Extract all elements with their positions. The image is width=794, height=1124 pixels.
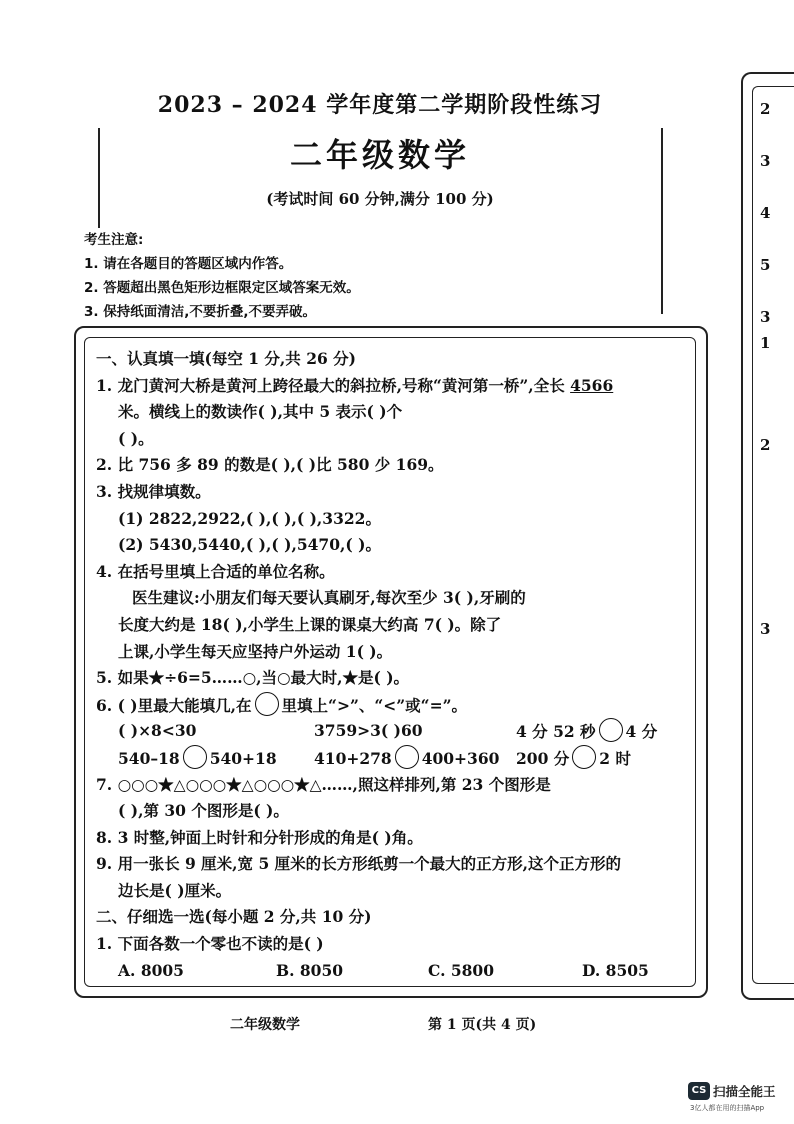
- s2-q1: 1. 下面各数一个零也不读的是( ): [96, 934, 324, 954]
- next-page-fragment: 3: [760, 308, 771, 326]
- q9-line1: 9. 用一张长 9 厘米,宽 5 厘米的长方形纸剪一个最大的正方形,这个正方形的: [96, 854, 622, 874]
- q1-underlined-number: 4566: [570, 375, 614, 395]
- notice-item: 3. 保持纸面清洁,不要折叠,不要弄破。: [84, 304, 316, 320]
- q4-line3: 上课,小学生每天应坚持户外运动 1( )。: [118, 641, 393, 661]
- binding-line-left: [98, 128, 100, 228]
- exam-title: 2023 – 2024 学年度第二学期阶段性练习: [157, 92, 603, 118]
- next-page-fragment: 2: [760, 436, 771, 454]
- compare-circle-icon: [183, 745, 207, 769]
- camscanner-logo-icon: CS: [688, 1082, 710, 1100]
- notice-block: [84, 228, 360, 324]
- q1-line1: 1. 龙门黄河大桥是黄河上跨径最大的斜拉桥,号称“黄河第一桥”,全长 4566: [96, 375, 614, 395]
- q6-heading: 6. ( )里最大能填几,在 里填上“>”、“<”或“=”。: [96, 692, 690, 719]
- next-page-fragment: 1: [760, 334, 771, 352]
- q9-line2: 边长是( )厘米。: [118, 880, 232, 900]
- q4-line1: 医生建议:小朋友们每天要认真刷牙,每次至少 3( ),牙刷的: [132, 588, 526, 608]
- q3-part2: (2) 5430,5440,( ),( ),5470,( )。: [118, 535, 381, 555]
- q2: 2. 比 756 多 89 的数是( ),( )比 580 少 169。: [96, 455, 444, 475]
- q3-part1: (1) 2822,2922,( ),( ),( ),3322。: [118, 508, 381, 528]
- footer-page: 第 1 页(共 4 页): [428, 1017, 537, 1033]
- compare-circle-icon: [599, 718, 623, 742]
- q1-line2: 米。横线上的数读作( ),其中 5 表示( )个: [118, 402, 403, 422]
- exam-duration: (考试时间 60 分钟,满分 100 分): [266, 190, 494, 208]
- option-d: D. 8505: [582, 960, 649, 980]
- option-b: B. 8050: [276, 960, 344, 980]
- q4-heading: 4. 在括号里填上合适的单位名称。: [96, 561, 335, 581]
- question-area: [96, 346, 690, 984]
- option-c: C. 5800: [428, 960, 494, 980]
- footer-subject: 二年级数学: [230, 1017, 300, 1033]
- next-page-frame-inner: [752, 86, 794, 984]
- binding-line-right: [661, 128, 663, 314]
- q6-row2: 540–18 540+18 410+278 400+360 200 分 2 时: [96, 745, 690, 772]
- notice-item: 2. 答题超出黑色矩形边框限定区域答案无效。: [84, 280, 360, 296]
- watermark-tagline: 3亿人都在用的扫描App: [690, 1104, 765, 1112]
- q7-line1: 7. ○○○★△○○○★△○○○★△……,照这样排列,第 23 个图形是: [96, 774, 551, 794]
- section1-heading: 一、认真填一填(每空 1 分,共 26 分): [96, 349, 357, 368]
- q4-line2: 长度大约是 18( ),小学生上课的课桌大约高 7( )。除了: [118, 614, 502, 634]
- compare-circle-icon: [255, 692, 279, 716]
- q3-heading: 3. 找规律填数。: [96, 481, 211, 501]
- next-page-fragment: 3: [760, 620, 771, 638]
- option-a: A. 8005: [118, 960, 184, 980]
- watermark-name: 扫描全能王: [713, 1083, 776, 1099]
- notice-heading: 考生注意:: [84, 232, 144, 248]
- q7-line2: ( ),第 30 个图形是( )。: [118, 801, 289, 821]
- compare-circle-icon: [395, 745, 419, 769]
- notice-item: 1. 请在各题目的答题区域内作答。: [84, 256, 293, 272]
- q8: 8. 3 时整,钟面上时针和分针形成的角是( )角。: [96, 827, 423, 847]
- subject-title: 二年级数学: [289, 136, 470, 174]
- next-page-fragment: 5: [760, 256, 771, 274]
- q1-line3: ( )。: [118, 428, 154, 448]
- scanner-watermark: [688, 1080, 776, 1100]
- compare-circle-icon: [572, 745, 596, 769]
- next-page-fragment: 4: [760, 204, 771, 222]
- section2-heading: 二、仔细选一选(每小题 2 分,共 10 分): [96, 907, 372, 927]
- next-page-fragment: 3: [760, 152, 771, 170]
- next-page-fragment: 2: [760, 100, 771, 118]
- q6-row1: ( )×8<30 3759>3( )60 4 分 52 秒 4 分: [96, 718, 690, 745]
- q5: 5. 如果★÷6=5……○,当○最大时,★是( )。: [96, 668, 410, 688]
- s2-q1-options: [96, 958, 690, 985]
